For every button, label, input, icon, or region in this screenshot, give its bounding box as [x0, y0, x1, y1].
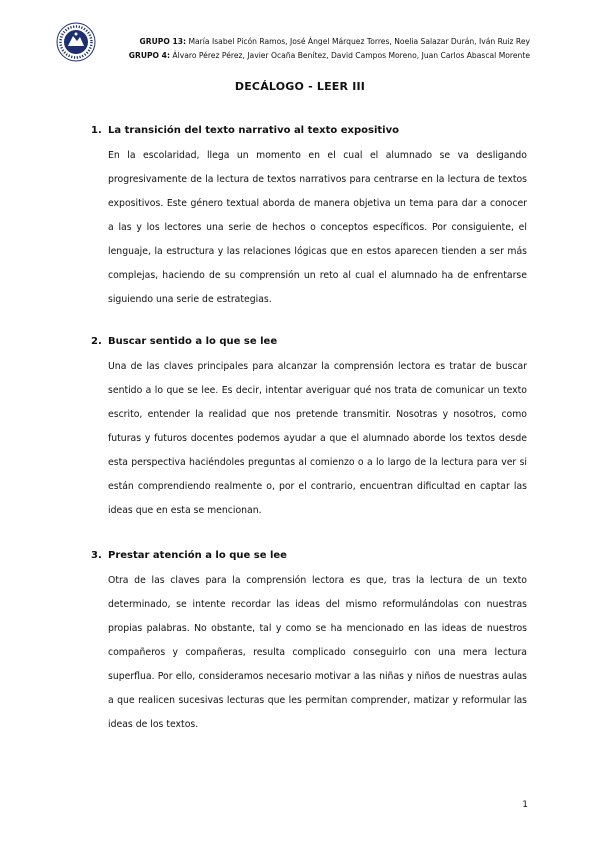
- group-4-label: GRUPO 4:: [128, 51, 170, 60]
- document-title: DECÁLOGO - LEER III: [234, 80, 366, 93]
- section-2: [91, 332, 527, 523]
- section-number: 1.: [91, 125, 102, 136]
- section-title: Prestar atención a lo que se lee: [108, 550, 287, 561]
- group-13-members: María Isabel Picón Ramos, José Ángel Márquez Torres, Noelia Salazar Durán, Iván Ruiz Rey: [188, 37, 530, 46]
- section-body: Otra de las claves para la comprensión lectora es que, tras la lectura de un texto determinado, se intente recordar las ideas del mismo reformulándolas con nuestras propias palabras. No obstante, tal y como se ha mencionado en las ideas de nuestros compañeros y compañeras, resulta complicado conseguirlo con una mera lectura superflua. Por ello, consideramos necesario motivar a las niñas y niños de nuestras aulas a que realicen sucesivas lecturas que les permitan comprender, matizar y reformular las ideas de los textos.: [108, 575, 527, 730]
- section-body: Una de las claves principales para alcanzar la comprensión lectora es tratar de buscar sentido a lo que se lee. Es decir, intentar averiguar qué nos trata de comunicar un texto escrito, entender la realidad que nos pretende transmitir. Nosotras y nosotros, como futuras y futuros docentes podemos ayudar a que el alumnado aborde los textos desde esta perspectiva haciéndoles preguntas al comienzo o a lo largo de la lectura para ver si están comprendiendo realmente o, por el contrario, encuentran dificultad en captar las ideas que en esta se mencionan.: [108, 361, 527, 516]
- section-title: Buscar sentido a lo que se lee: [108, 336, 278, 347]
- group-4-line: [129, 49, 530, 63]
- section-body: En la escolaridad, llega un momento en el cual el alumnado se va desligando progresivamente de la lectura de textos narrativos para centrarse en la lectura de textos expositivos. Este género textual aborda de manera objetiva un tema para dar a conocer a las y los lectores una serie de hechos o conceptos específicos. Por consiguiente, el lenguaje, la estructura y las relaciones lógicas que en estos aparecen tienden a ser más complejas, haciendo de su comprensión un reto al cual el alumnado ha de enfrentarse siguiendo una serie de estrategias.: [108, 150, 527, 305]
- section-1: [91, 121, 527, 312]
- section-heading: [91, 332, 527, 352]
- authors-header: [129, 35, 530, 63]
- group-13-label: GRUPO 13:: [139, 37, 187, 46]
- university-crest-icon: [56, 22, 96, 62]
- section-number: 2.: [91, 336, 102, 347]
- group-4-members: Álvaro Pérez Pérez, Javier Ocaña Benítez, David Campos Moreno, Juan Carlos Abascal Morente: [172, 51, 530, 60]
- section-heading: [91, 121, 527, 141]
- group-13-line: [129, 35, 530, 49]
- section-number: 3.: [91, 550, 102, 561]
- page-number: 1: [522, 800, 528, 810]
- section-title: La transición del texto narrativo al texto expositivo: [108, 125, 399, 136]
- section-heading: [91, 546, 527, 566]
- section-3: [91, 546, 527, 737]
